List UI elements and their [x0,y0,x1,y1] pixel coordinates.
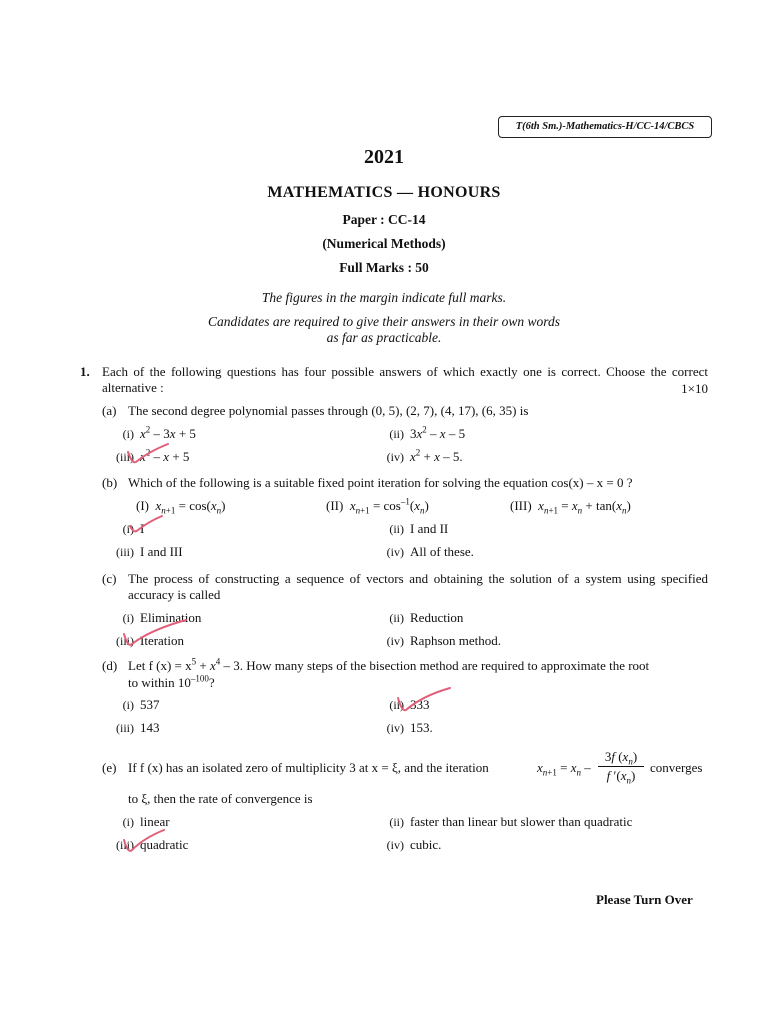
part-a-text: The second degree polynomial passes through (0, 5), (2, 7), (4, 17), (6, 35) is [128,403,529,418]
part-e-text-line2: to ξ, then the rate of convergence is [128,791,313,806]
part-e-option-ii: (ii) faster than linear but slower than quadratic [389,814,633,829]
part-a-option-iv: (iv) $x^2 + x - 5$. [386,447,463,464]
part-c-option-ii: (ii) Reduction [389,610,464,625]
tick-mark-icon [120,826,168,856]
paper-number: Paper : CC-14 [342,212,426,227]
part-d-option-ii: (ii) 333 [389,697,430,712]
part-d-option-i: (i) 537 [122,697,160,712]
iteration-fraction: 3f $(x_n)$ f $'(x_n)$ [598,749,644,784]
part-d-label: (d) [102,658,118,673]
part-c-text: The process of constructing a sequence of vectors and obtaining the solution of a system using specified accuracy is called [128,571,708,602]
part-b-option-ii: (ii) I and II [389,521,449,536]
part-a-option-iii: (iii) $x^2 - x + 5$ [116,447,190,464]
paper-code-box: T(6th Sm.)-Mathematics-H/CC-14/CBCS [498,116,712,138]
question-1-text: Each of the following questions has four possible answers of which exactly one is correct. Choose the correct alternative : [102,364,708,395]
tick-mark-icon [394,686,454,716]
tick-mark-icon [120,618,190,650]
instruction-line-3: as far as practicable. [326,330,442,345]
part-b-label: (b) [102,475,118,490]
tick-mark-icon [124,442,172,468]
part-e-option-iii: (iii) quadratic [116,837,189,852]
instruction-line-1: The figures in the margin indicate full marks. [261,290,507,305]
part-d-text: Let f $(x) = x^5 + x^4 - 3$. How many steps of the bisection method are required to approximate the root [128,656,650,673]
part-c-option-iii: (iii) Iteration [116,633,185,648]
paper-topic: (Numerical Methods) [322,236,446,251]
part-c-option-i: (i) Elimination [122,610,202,625]
part-b-text: Which of the following is a suitable fixed point iteration for solving the equation cos(x) – x = 0 ? [128,475,633,490]
question-number: 1. [80,364,90,379]
part-d-option-iv: (iv) 153. [386,720,433,735]
part-e-text: If f (x) has an isolated zero of multiplicity 3 at x = ξ, and the iteration [128,760,489,775]
part-b-option-iii: (iii) I and III [116,544,183,559]
part-b-option-iv: (iv) All of these. [386,544,474,559]
part-b-scheme-II: (II) $x_{n+1} = \cos^{-1}(x_n)$ [326,496,429,516]
part-a-option-i: (i) $x^2 - 3x + 5$ [122,424,196,441]
part-d-text-line2: to within $10^{-100}$? [128,673,215,690]
subject-title: MATHEMATICS — HONOURS [267,184,501,201]
iteration-lhs: $x_{n+1} = x_n$ – [537,760,591,778]
part-a-label: (a) [102,403,117,418]
part-c-option-iv: (iv) Raphson method. [386,633,501,648]
question-1-marks: 1×10 [681,381,708,396]
instruction-line-2: Candidates are required to give their answers in their own words [208,314,560,329]
part-b-option-i: (i) I [122,521,145,536]
part-e-option-iv: (iv) cubic. [386,837,442,852]
full-marks: Full Marks : 50 [339,260,429,275]
part-e-text-converges: converges [650,760,703,775]
part-b-scheme-I: (I) $x_{n+1} = \cos(x_n)$ [136,498,226,516]
part-b-scheme-III: (III) $x_{n+1} = x_n + \tan(x_n)$ [510,498,631,516]
part-e-label: (e) [102,760,117,775]
tick-mark-icon [126,512,166,536]
part-c-label: (c) [102,571,117,586]
please-turn-over: Please Turn Over [596,892,693,907]
part-e-option-i: (i) linear [122,814,170,829]
part-a-option-ii: (ii) $3x^2$ – x – 5 [389,424,466,441]
part-d-option-iii: (iii) 143 [116,720,160,735]
exam-year: 2021 [364,146,404,168]
